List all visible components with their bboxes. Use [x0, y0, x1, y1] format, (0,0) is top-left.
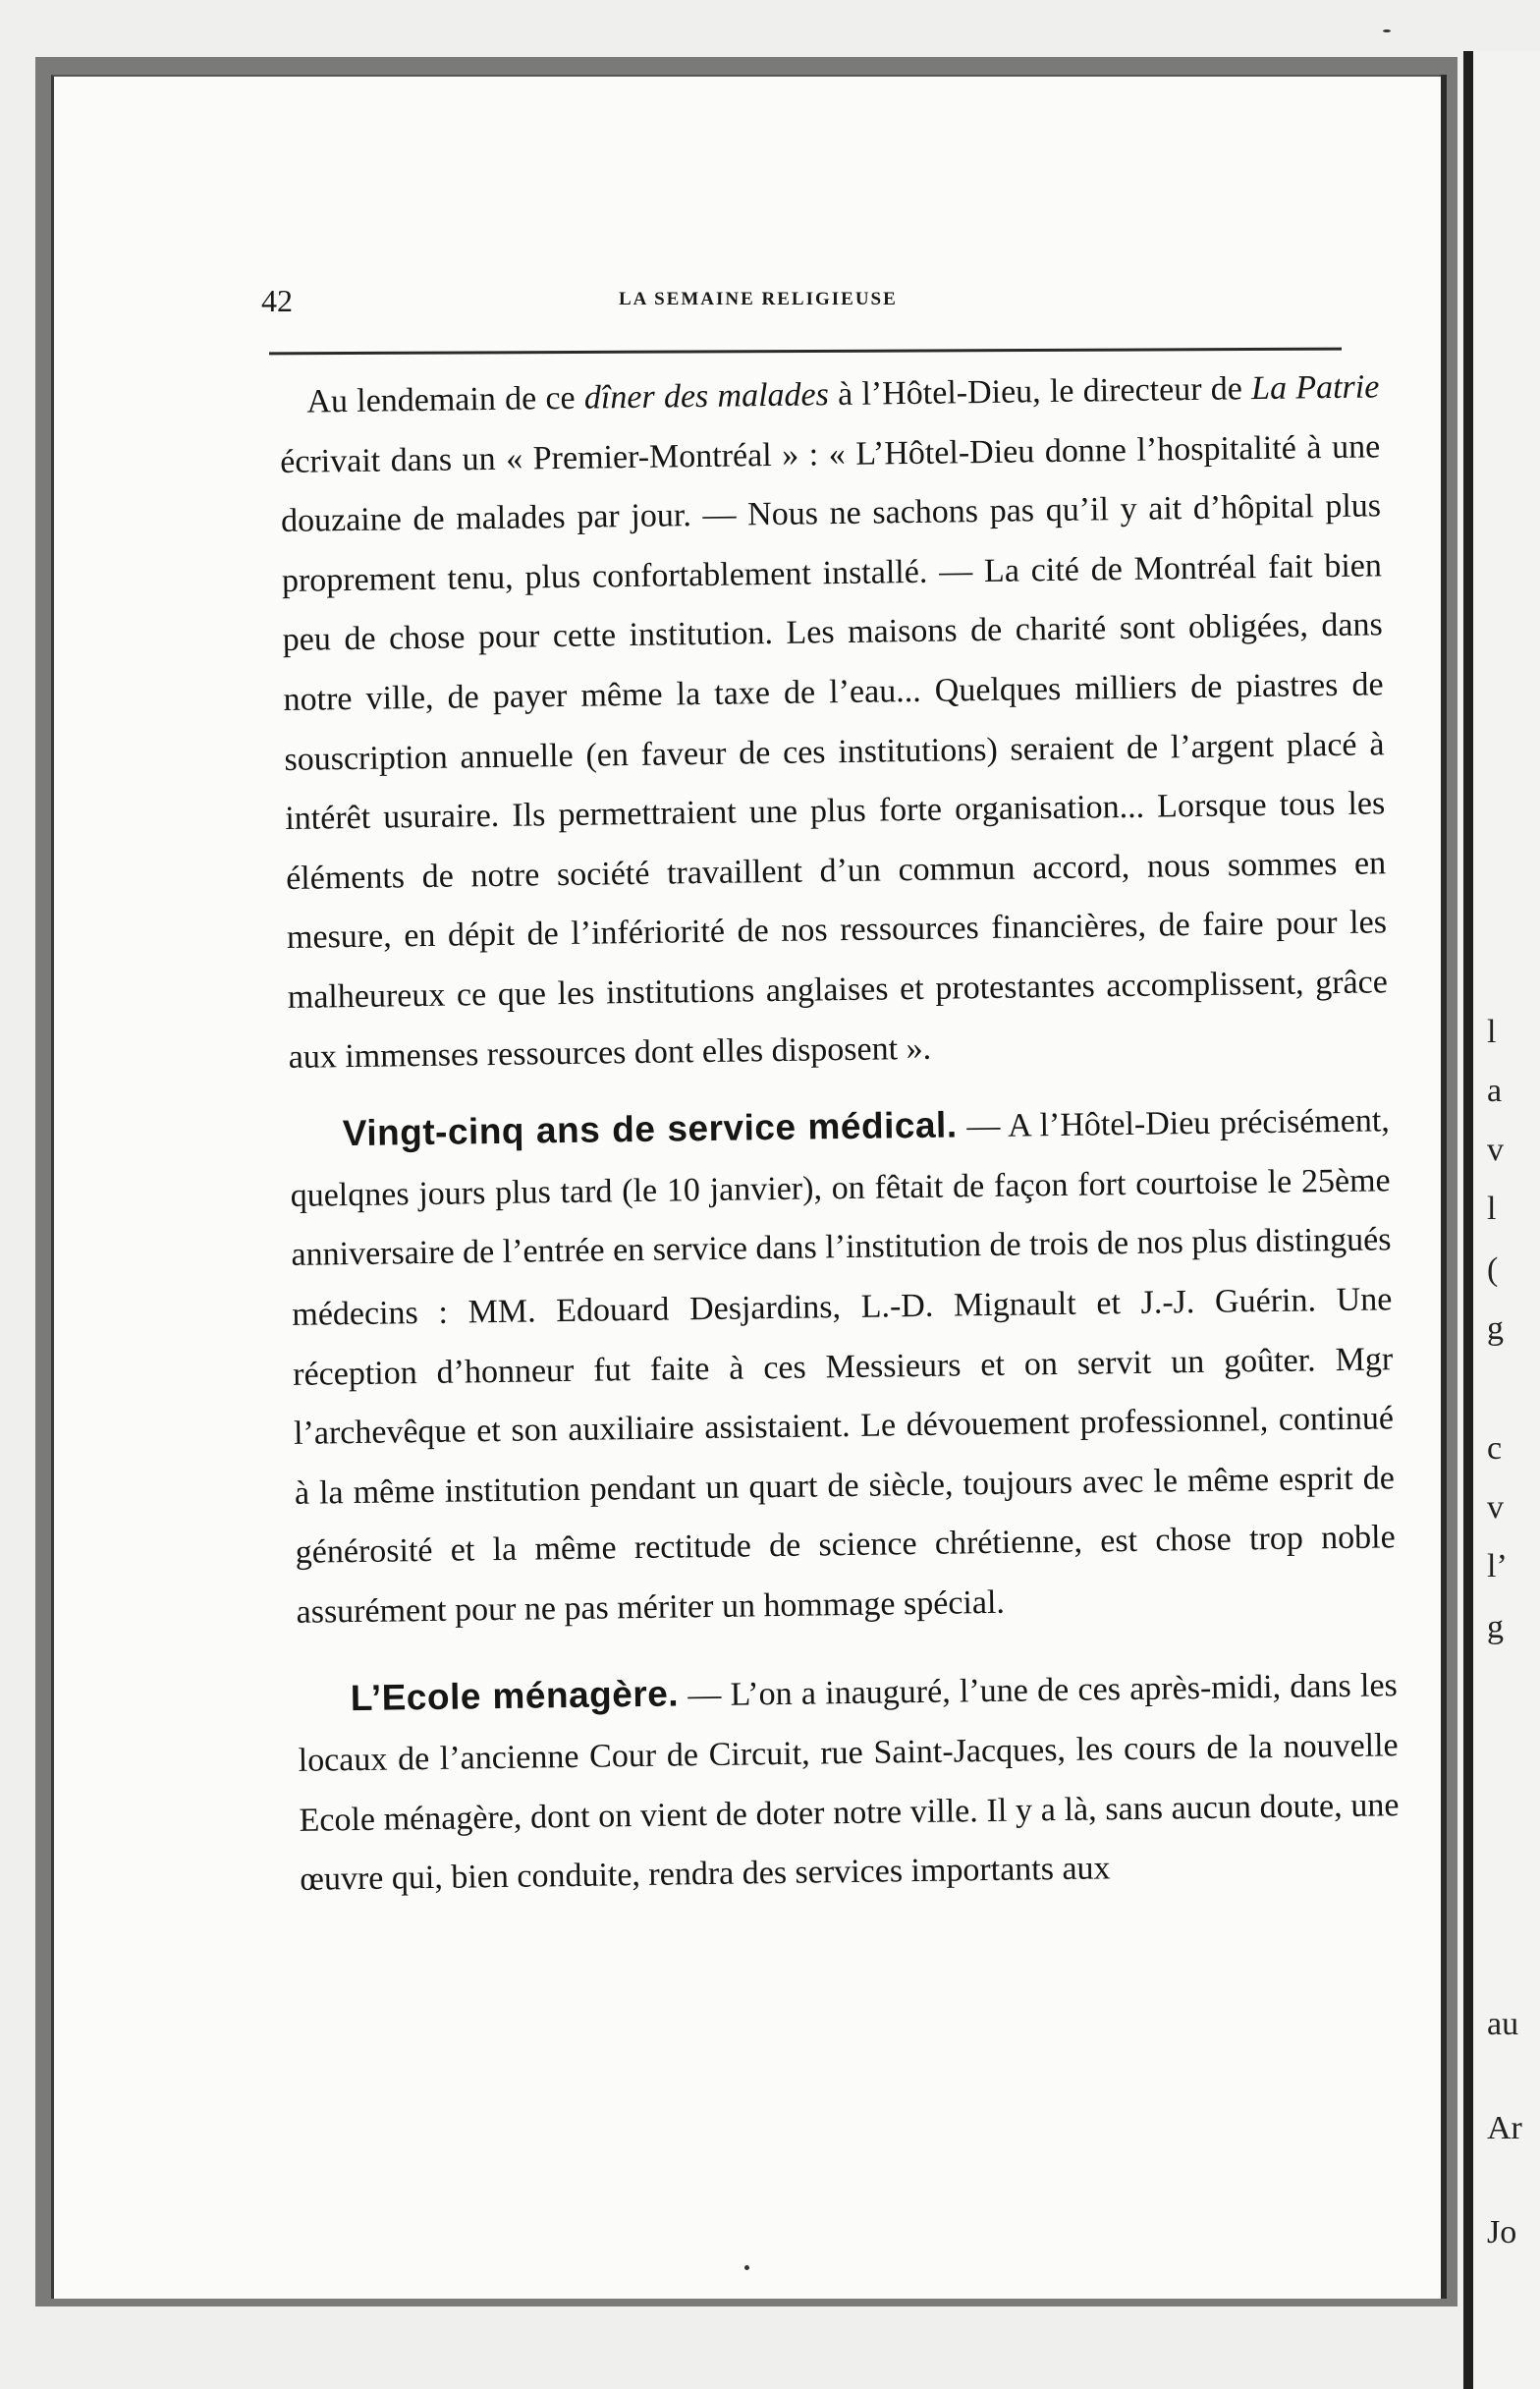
paragraph-diner-des-malades — [279, 358, 1389, 1087]
newspaper-title: La Patrie — [1250, 368, 1380, 408]
text-segment: — A l’Hôtel-Dieu précisément, quelqnes jours plus tard (le 10 janvier), on fêtait de façon fort courtoise le 25ème anniversaire de l’entrée en service dans l’institution de trois de nos plus distingués médecins : MM. Edouard Desjardins, L.-D. Mignault et J.-J. Guérin. Une réception d’honneur fut faite à ces Messieurs et on servit un goûter. Mgr l’archevêque et son auxiliaire assistaient. Le dévouement professionnel, continué à la même institution pendant un quart de siècle, toujours avec le même esprit de générosité et la même rectitude de science chrétienne, est chose trop noble assurément pour ne pas mériter un hommage spécial. — [290, 1102, 1396, 1631]
adjacent-fragment: a — [1487, 1073, 1503, 1109]
adjacent-fragment: l — [1487, 1191, 1497, 1227]
adjacent-page-edge — [1463, 51, 1540, 2389]
body-text — [279, 358, 1401, 1910]
adjacent-fragment: v — [1487, 1489, 1504, 1526]
paragraph-ecole-menagere — [297, 1655, 1400, 1911]
running-head-title: LA SEMAINE RELIGIEUSE — [619, 289, 898, 309]
adjacent-fragment: l — [1487, 1014, 1497, 1050]
adjacent-fragment: c — [1487, 1430, 1503, 1467]
ink-speck — [744, 2265, 749, 2270]
text-segment: écrivait dans un « Premier-Montréal » : « L’Hôtel-Dieu donne l’hospitalité à une douzaine de malades par jour. — Nous ne sachons pas qu’il y ait d’hôpital plus proprement tenu, plus confortablement installé. — La cité de Montréal fait bien peu de chose pour cette institution. Les maisons de charité sont obligées, dans notre ville, de payer même la taxe de l’eau... Quelques milliers de piastres de souscription annuelle (en faveur de ces institutions) seraient de l’argent placé à intérêt usuraire. Ils permettraient une plus forte organisation... Lorsque tous les éléments de notre société travaillent d’un commun accord, nous sommes en mesure, en dépit de l’infériorité de nos ressources financières, de faire pour les malheureux ce que les institutions anglaises et protestantes accomplissent, grâce aux immenses ressources dont elles disposent ». — [279, 427, 1389, 1076]
adjacent-fragment: Jo — [1487, 2214, 1517, 2250]
adjacent-fragment: au — [1487, 2006, 1519, 2042]
adjacent-fragment: Ar — [1487, 2110, 1522, 2146]
text-segment: à l’Hôtel-Dieu, le directeur de — [828, 370, 1252, 414]
adjacent-fragment: g — [1487, 1609, 1504, 1645]
paragraph-service-medical — [289, 1089, 1397, 1642]
adjacent-fragment: v — [1487, 1132, 1504, 1168]
text-segment: — L’on a inauguré, l’une de ces après-midi, dans les locaux de l’ancienne Cour de Circuit, rue Saint-Jacques, les cours de la nouvelle Ecole ménagère, dont on vient de doter notre ville. Il y a là, sans aucun doute, une œuvre qui, bien conduite, rendra des services importants aux — [298, 1667, 1400, 1899]
ink-speck — [1383, 29, 1391, 32]
text-segment: Au lendemain de ce — [306, 379, 585, 420]
page-number: 42 — [261, 283, 293, 318]
adjacent-fragment: l’ — [1487, 1548, 1508, 1584]
section-heading: Vingt-cinq ans de service médical. — [342, 1104, 958, 1154]
section-heading: L’Ecole ménagère. — [350, 1673, 680, 1719]
adjacent-fragment: ( — [1487, 1251, 1499, 1288]
italic-segment: dîner des malades — [583, 376, 830, 417]
adjacent-fragment: g — [1487, 1310, 1504, 1347]
